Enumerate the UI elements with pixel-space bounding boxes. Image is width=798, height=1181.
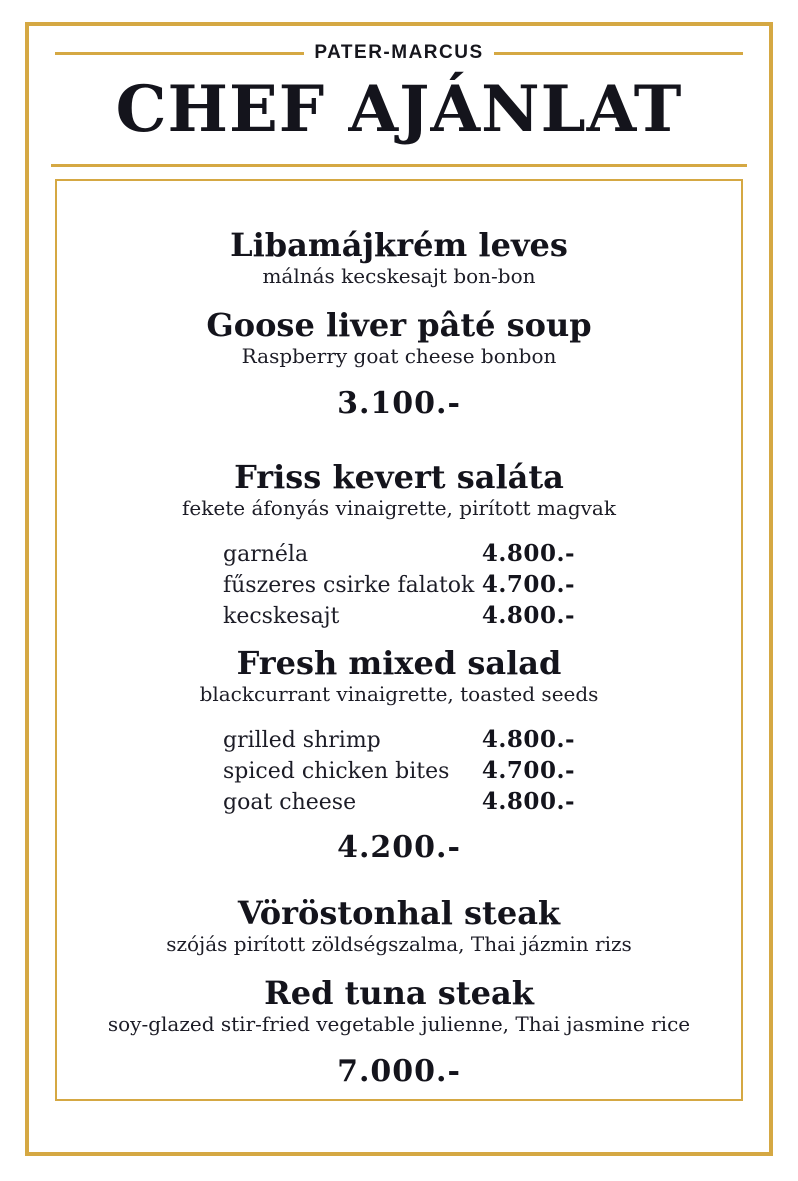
course-desc-en: blackcurrant vinaigrette, toasted seeds bbox=[199, 682, 599, 706]
brand-header bbox=[55, 42, 743, 64]
course-title-en: Goose liver pâté soup bbox=[206, 306, 592, 344]
menu-item-row bbox=[223, 539, 575, 570]
course-desc-en: soy-glazed stir-fried vegetable julienne, Thai jasmine rice bbox=[107, 1012, 691, 1036]
menu-item-row bbox=[223, 601, 575, 632]
course-price: 7.000.- bbox=[337, 1054, 461, 1089]
section-salad bbox=[75, 459, 723, 865]
item-name: goat cheese bbox=[223, 790, 357, 815]
item-price: 4.700.- bbox=[481, 757, 575, 784]
section-soup bbox=[75, 227, 723, 421]
course-title-hu: Libamájkrém leves bbox=[230, 226, 568, 264]
menu-page-border bbox=[25, 22, 773, 1156]
item-name: kecskesajt bbox=[223, 604, 340, 629]
course-desc-hu: szójás pirított zöldségszalma, Thai jázmin rizs bbox=[166, 932, 632, 956]
item-price: 4.800.- bbox=[481, 540, 575, 567]
course-desc-hu: málnás kecskesajt bon-bon bbox=[262, 264, 536, 288]
course-title-hu: Friss kevert saláta bbox=[234, 458, 564, 496]
menu-item-row bbox=[223, 756, 575, 787]
menu-item-row bbox=[223, 725, 575, 756]
item-name: fűszeres csirke falatok bbox=[223, 573, 475, 598]
menu-item-row bbox=[223, 570, 575, 601]
item-price: 4.800.- bbox=[481, 726, 575, 753]
section-steak bbox=[75, 895, 723, 1089]
topping-list-en bbox=[223, 725, 575, 818]
course-price: 3.100.- bbox=[337, 386, 461, 421]
item-price: 4.800.- bbox=[481, 788, 575, 815]
course-desc-en: Raspberry goat cheese bonbon bbox=[241, 344, 557, 368]
topping-list-hu bbox=[223, 539, 575, 632]
menu-panel bbox=[55, 179, 743, 1101]
item-price: 4.700.- bbox=[481, 571, 575, 598]
item-price: 4.800.- bbox=[481, 602, 575, 629]
item-name: grilled shrimp bbox=[223, 728, 381, 753]
course-title-hu: Vöröstonhal steak bbox=[237, 894, 561, 932]
course-price: 4.200.- bbox=[337, 830, 461, 865]
page-title: CHEF AJÁNLAT bbox=[115, 72, 683, 147]
brand-rule-right bbox=[494, 52, 743, 55]
item-name: spiced chicken bites bbox=[223, 759, 450, 784]
course-title-en: Red tuna steak bbox=[264, 974, 534, 1012]
course-desc-hu: fekete áfonyás vinaigrette, pirított magvak bbox=[182, 496, 616, 520]
brand-label: PATER-MARCUS bbox=[314, 42, 484, 63]
brand-rule-left bbox=[55, 52, 304, 55]
title-divider-rule bbox=[51, 164, 747, 167]
menu-item-row bbox=[223, 787, 575, 818]
course-title-en: Fresh mixed salad bbox=[236, 644, 562, 682]
item-name: garnéla bbox=[223, 542, 309, 567]
